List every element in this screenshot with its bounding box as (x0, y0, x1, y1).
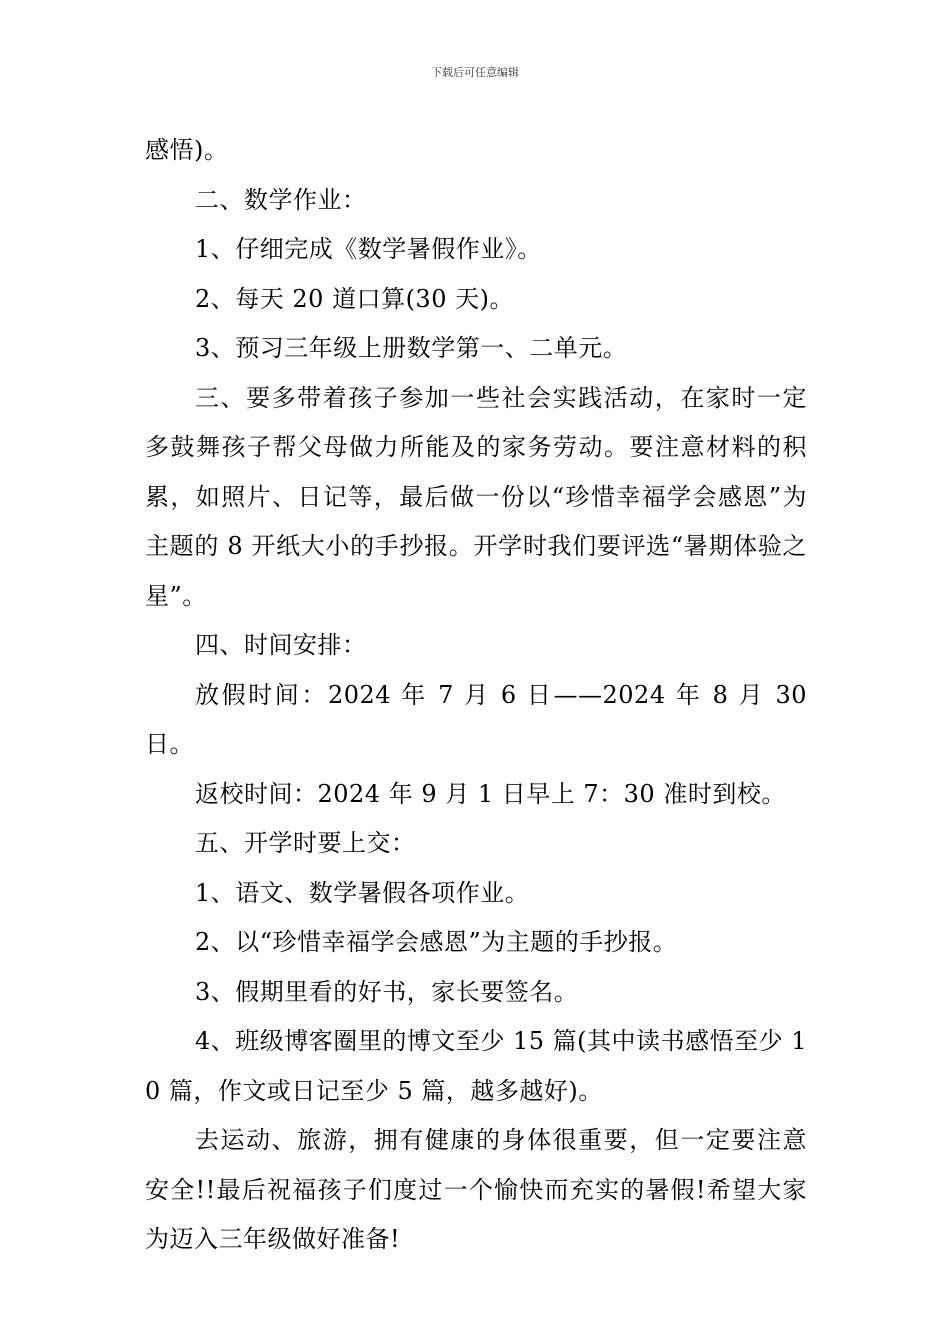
document-body (145, 126, 807, 1265)
paragraph-holiday-time: 放假时间：2024 年 7 月 6 日——2024 年 8 月 30 日。 (145, 680, 807, 758)
paragraph-math-heading: 二、数学作业： (195, 185, 367, 214)
paragraph-submit-heading: 五、开学时要上交： (195, 829, 416, 857)
paragraph-math-item-1: 1、仔细完成《数学暑假作业》。 (195, 235, 542, 263)
paragraph-closing: 去运动、旅游，拥有健康的身体很重要，但一定要注意安全!!最后祝福孩子们度过一个愉快而充实的暑假!希望大家为迈入三年级做好准备! (145, 1126, 807, 1253)
paragraph-math-item-3: 3、预习三年级上册数学第一、二单元。 (195, 334, 628, 362)
paragraph-submit-item-2: 2、以“珍惜幸福学会感恩”为主题的手抄报。 (195, 928, 678, 956)
header-note: 下载后可任意编辑 (431, 66, 519, 79)
paragraph-submit-item-3: 3、假期里看的好书，家长要签名。 (195, 977, 579, 1006)
paragraph-math-item-2: 2、每天 20 道口算(30 天)。 (195, 284, 514, 313)
paragraph-continuation: 感悟)。 (145, 136, 229, 164)
paragraph-submit-item-4: 4、班级博客圈里的博文至少 15 篇(其中读书感悟至少 10 篇，作文或日记至少 5 篇，越多越好)。 (145, 1027, 807, 1105)
paragraph-submit-item-1: 1、语文、数学暑假各项作业。 (195, 878, 530, 907)
paragraph-practice-activities: 三、要多带着孩子参加一些社会实践活动，在家时一定多鼓舞孩子帮父母做力所能及的家务劳动。要注意材料的积累，如照片、日记等，最后做一份以“珍惜幸福学会感恩”为主题的 8 开纸大小的手抄报。开学时我们要评选“暑期体验之星”。 (145, 383, 807, 610)
paragraph-return-time: 返校时间：2024 年 9 月 1 日早上 7：30 准时到校。 (195, 779, 786, 808)
paragraph-schedule-heading: 四、时间安排： (195, 631, 367, 659)
